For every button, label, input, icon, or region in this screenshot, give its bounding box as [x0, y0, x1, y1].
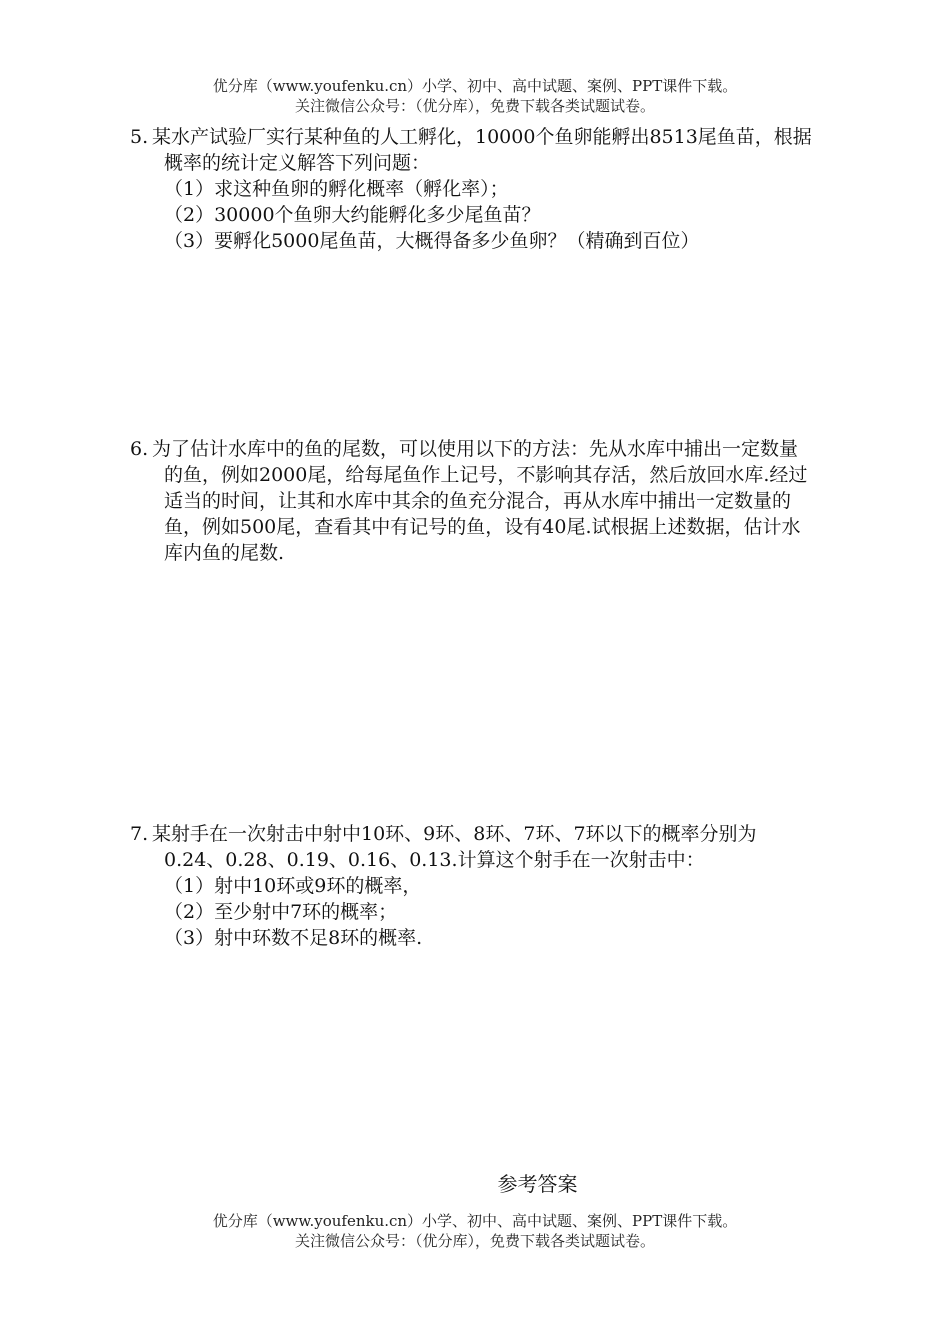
- footer-header-line-2: 关注微信公众号：（优分库），免费下载各类试题试卷。: [294, 1232, 655, 1250]
- footer-header-line-1: 优分库（www.youfenku.cn）小学、初中、高中试题、案例、PPT课件下载。: [212, 1212, 738, 1230]
- answer-section-title: 参考答案: [497, 1172, 578, 1196]
- question-text-line: 5. 某水产试验厂实行某种鱼的人工孵化，10000个鱼卵能孵出8513尾鱼苗，根据: [130, 126, 812, 148]
- header-line-2: 关注微信公众号：（优分库），免费下载各类试题试卷。: [294, 97, 655, 115]
- question-text-line: 的鱼，例如2000尾，给每尾鱼作上记号，不影响其存活，然后放回水库.经过: [164, 464, 808, 486]
- question-6: [130, 436, 900, 566]
- sub-question: （1）求这种鱼卵的孵化概率（孵化率）；: [164, 178, 509, 200]
- question-5: [130, 124, 900, 254]
- question-number: 5.: [130, 126, 149, 148]
- question-number: 6.: [130, 438, 149, 460]
- question-text-line: 鱼，例如500尾，查看其中有记号的鱼，设有40尾.试根据上述数据，估计水: [164, 516, 801, 538]
- sub-question: （2）至少射中7环的概率；: [164, 901, 398, 923]
- sub-question: （1）射中10环或9环的概率，: [164, 875, 422, 897]
- header-line-1: 优分库（www.youfenku.cn）小学、初中、高中试题、案例、PPT课件下载。: [212, 77, 738, 95]
- question-text-line: 库内鱼的尾数.: [164, 542, 285, 564]
- question-text-line: 6. 为了估计水库中的鱼的尾数，可以使用以下的方法：先从水库中捕出一定数量: [130, 438, 799, 460]
- question-number: 7.: [130, 823, 149, 845]
- sub-question: （3）要孵化5000尾鱼苗，大概得备多少鱼卵？（精确到百位）: [164, 230, 700, 252]
- question-text-line: 概率的统计定义解答下列问题：: [164, 152, 431, 174]
- sub-question: （2）30000个鱼卵大约能孵化多少尾鱼苗？: [164, 204, 541, 226]
- question-text-line: 0.24、0.28、0.19、0.16、0.13.计算这个射手在一次射击中：: [164, 849, 705, 871]
- sub-question: （3）射中环数不足8环的概率.: [164, 927, 423, 949]
- question-7: [130, 821, 900, 951]
- question-text-line: 适当的时间，让其和水库中其余的鱼充分混合，再从水库中捕出一定数量的: [164, 490, 792, 512]
- question-text-line: 7. 某射手在一次射击中射中10环、9环、8环、7环、7环以下的概率分别为: [130, 823, 757, 845]
